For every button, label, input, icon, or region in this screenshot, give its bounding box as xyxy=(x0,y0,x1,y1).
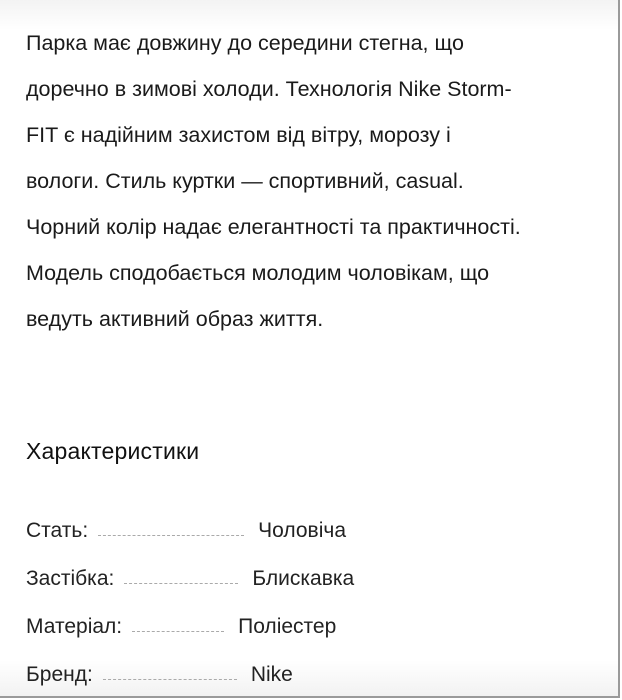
spec-row xyxy=(26,651,586,699)
spec-value: Поліестер xyxy=(238,615,337,638)
spec-label: Матеріал: xyxy=(26,615,123,638)
description-text xyxy=(26,20,606,342)
spec-row xyxy=(26,603,586,651)
spec-label: Стать: xyxy=(26,519,89,542)
spec-value: Блискавка xyxy=(252,567,355,590)
dotted-leader xyxy=(132,630,224,632)
description-line: Парка має довжину до середини стегна, що xyxy=(26,31,464,55)
description-line: вологи. Стиль куртки — спортивний, casual. xyxy=(26,169,464,193)
description-line: Модель сподобається молодим чоловікам, що xyxy=(26,261,490,285)
dotted-leader xyxy=(98,534,244,536)
spec-row xyxy=(26,507,586,555)
description-line: Чорний колір надає елегантності та практичності. xyxy=(26,215,521,239)
spec-label: Застібка: xyxy=(26,567,115,590)
spec-value: Чоловіча xyxy=(258,519,346,542)
description-line: ведуть активний образ життя. xyxy=(26,307,324,331)
spec-value: Nike xyxy=(250,663,293,686)
spec-label: Бренд: xyxy=(26,663,93,686)
dotted-leader xyxy=(124,582,238,584)
spec-row xyxy=(26,555,586,603)
characteristics-heading: Характеристики xyxy=(26,438,200,464)
description-line: доречно в зимові холоди. Технологія Nike Storm- xyxy=(26,77,512,101)
characteristics-list xyxy=(26,507,586,699)
dotted-leader xyxy=(103,678,237,680)
description-line: FIT є надійним захистом від вітру, морозу і xyxy=(26,123,451,147)
